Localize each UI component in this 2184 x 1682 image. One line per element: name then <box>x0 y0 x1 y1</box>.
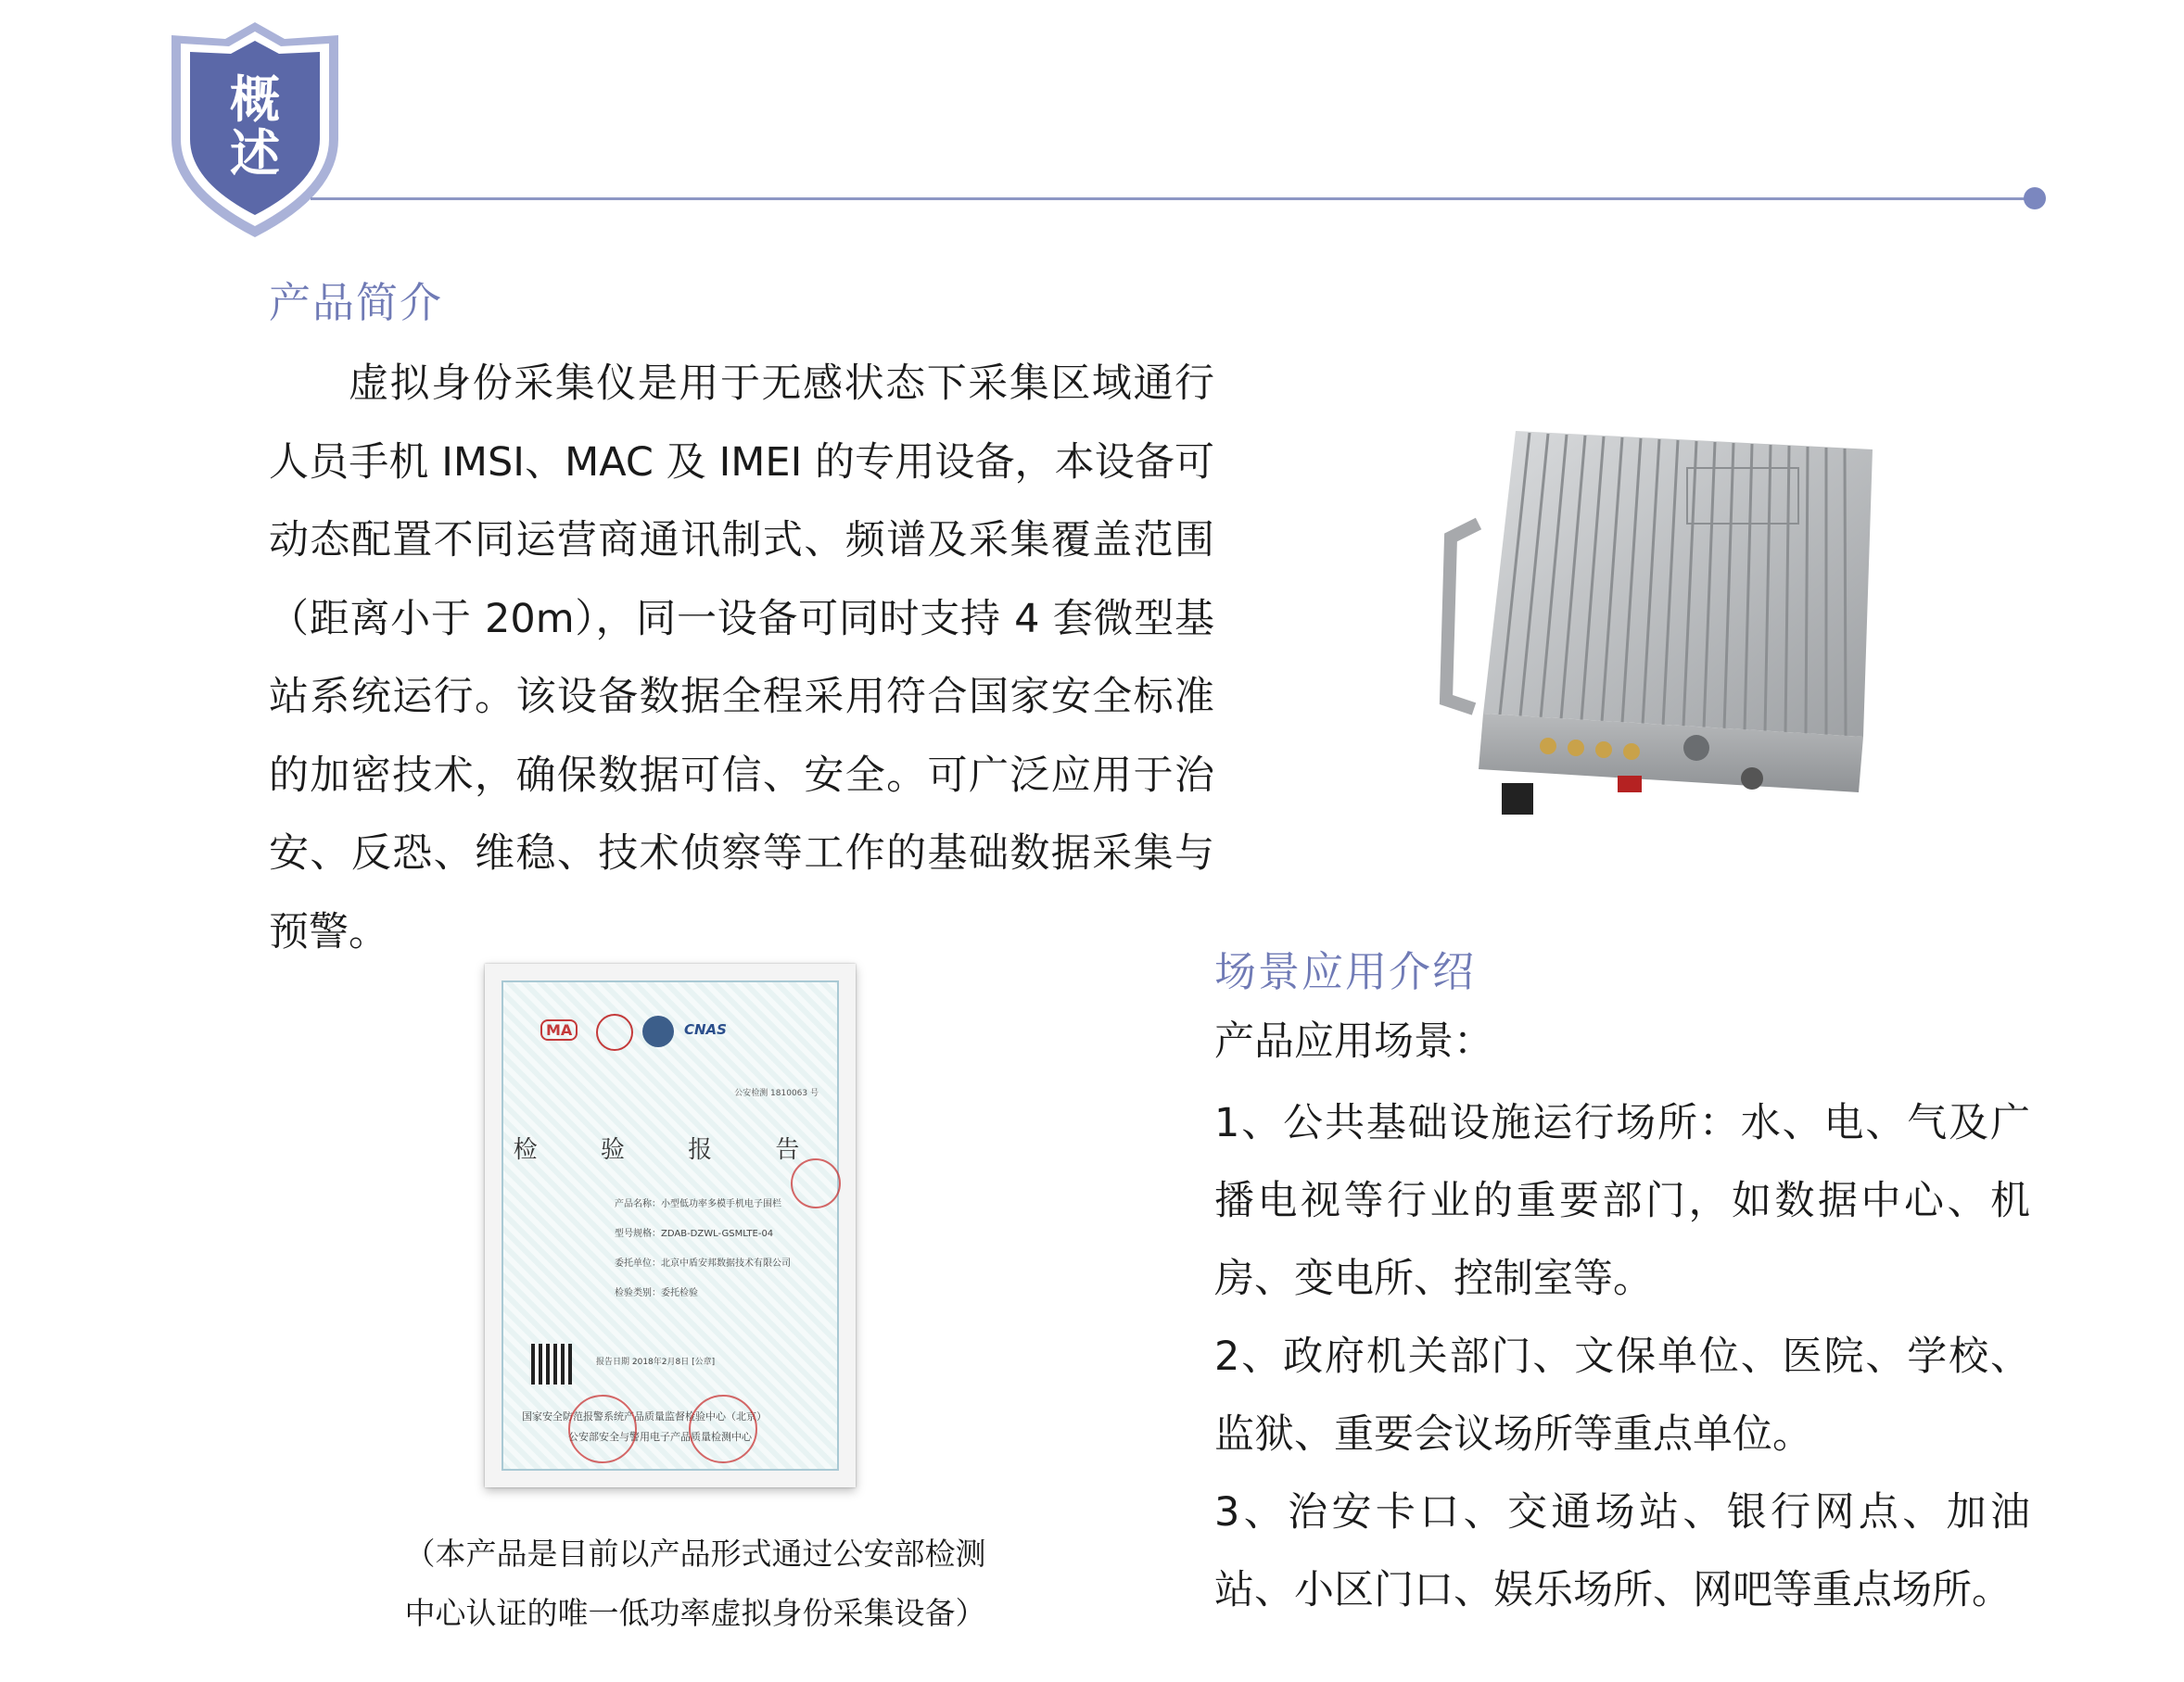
header-divider <box>311 197 2035 200</box>
scenario-title: 场景应用介绍 <box>1214 947 1477 996</box>
red-seal-icon <box>791 1158 841 1208</box>
product-intro-title: 产品简介 <box>269 278 444 327</box>
caption-line-1: （本产品是目前以产品形式通过公安部检测 <box>404 1536 986 1572</box>
scenario-lead: 产品应用场景： <box>1214 1018 1493 1065</box>
scenario-list <box>1214 1084 2030 1629</box>
cma-logo: MA <box>540 1019 578 1041</box>
caption-line-2: 中心认证的唯一低功率虚拟身份采集设备） <box>404 1595 986 1631</box>
qr-code-icon <box>531 1344 572 1385</box>
cert-field-type: 检验类别：委托检验 <box>615 1288 698 1298</box>
certificate-caption <box>324 1524 1066 1643</box>
ilac-logo-icon <box>642 1016 674 1047</box>
red-seal-icon <box>568 1395 637 1463</box>
scenario-item: 2、政府机关部门、文保单位、医院、学校、监狱、重要会议场所等重点单位。 <box>1214 1334 2030 1458</box>
product-intro-body: 虚拟身份采集仪是用于无感状态下采集区域通行人员手机 IMSI、MAC 及 IMEI 的专用设备，本设备可动态配置不同运营商通讯制式、频谱及采集覆盖范围（距离小于 20m），同一设备可同时支持 4 套微型基站系统运行。该设备数据全程采用符合国家安全标准的加密技术，确保数据可信、安全。可广泛应用于治安、反恐、维稳、技术侦察等工作的基础数据采集与预警。 <box>269 360 1214 955</box>
scenario-item: 1、公共基础设施运行场所：水、电、气及广播电视等行业的重要部门，如数据中心、机房、变电所、控制室等。 <box>1214 1100 2030 1302</box>
cert-field-model: 型号规格：ZDAB-DZWL-GSMLTE-04 <box>615 1229 774 1239</box>
device-photo <box>1428 422 1891 839</box>
cert-field-client: 委托单位：北京中盾安邦数据技术有限公司 <box>615 1258 791 1269</box>
certificate-number: 公安检测 1810063 号 <box>734 1089 819 1098</box>
scenario-item: 3、治安卡口、交通场站、银行网点、加油站、小区门口、娱乐场所、网吧等重点场所。 <box>1214 1489 2030 1613</box>
cnas-logo: CNAS <box>684 1021 727 1038</box>
red-seal-icon <box>689 1395 757 1463</box>
certificate-title: 检 验 报 告 <box>513 1136 828 1164</box>
badge-char-2: 述 <box>230 124 280 183</box>
cert-field-product: 产品名称：小型低功率多模手机电子围栏 <box>615 1199 781 1209</box>
overview-badge <box>162 19 348 241</box>
inspection-certificate <box>485 964 856 1487</box>
cert-report-date: 报告日期 2018年2月8日 [公章] <box>596 1358 716 1367</box>
cert-issuer-2: 公安部安全与警用电子产品质量检测中心 <box>568 1431 752 1443</box>
certificate-frame <box>502 980 839 1471</box>
device-illustration <box>1428 422 1891 839</box>
divider-end-dot <box>2024 187 2046 209</box>
cal-logo-icon <box>596 1014 633 1051</box>
badge-char-1: 概 <box>230 70 280 129</box>
cert-issuer: 国家安全防范报警系统产品质量监督检验中心（北京） <box>522 1410 767 1423</box>
